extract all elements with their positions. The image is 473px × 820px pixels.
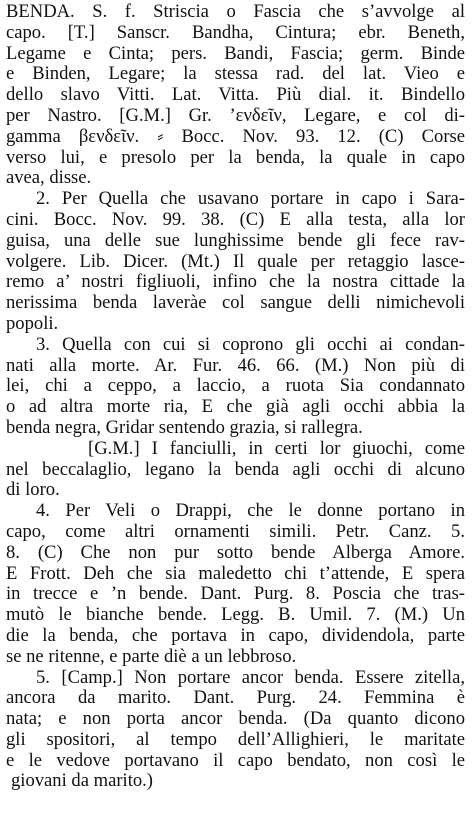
entry-text-line: 8. (C) Che non pur sotto bende Alberga Amore. bbox=[6, 542, 465, 563]
entry-text-line: in trecce e ’n bende. Dant. Purg. 8. Poscia che tras- bbox=[6, 584, 465, 605]
entry-text-line: mutò le bianche bende. Legg. B. Umil. 7. (M.) Un bbox=[6, 605, 465, 626]
entry-text-line: giovani da marito.) bbox=[11, 771, 153, 792]
entry-text-line: Legame e Cinta; pers. Bandi, Fascia; germ. Binde bbox=[6, 43, 465, 64]
entry-text-line: e Binden, Legare; la stessa rad. del lat. Vieo e bbox=[6, 64, 465, 85]
entry-text-line: capo, come altri ornamenti simili. Petr. Canz. 5. bbox=[6, 521, 465, 542]
entry-text-line: nerissima benda laveràe col sangue delli nimichevoli bbox=[6, 293, 465, 314]
entry-text-line: nata; e non porta ancor benda. (Da quanto dicono bbox=[6, 709, 465, 730]
entry-text-line: 4. Per Veli o Drappi, che le donne portano in bbox=[36, 501, 465, 522]
entry-text-line: se ne ritenne, e parte diè a un lebbroso. bbox=[6, 646, 297, 667]
entry-text-line: lei, chi a ceppo, a laccio, a ruota Sia condannato bbox=[6, 376, 465, 397]
entry-text-line: per Nastro. [G.M.] Gr. ’ενδεῖν, Legare, e col di- bbox=[6, 105, 465, 126]
entry-text-line: 2. Per Quella che usavano portare in capo i Sara- bbox=[36, 189, 465, 210]
entry-text-line: gli spositori, al tempo dell’Allighieri, le maritate bbox=[6, 729, 465, 750]
entry-text-line: die la benda, che portava in capo, dividendola, parte bbox=[6, 625, 465, 646]
entry-text-line: capo. [T.] Sanscr. Bandha, Cintura; ebr. Beneth, bbox=[6, 22, 465, 43]
entry-text-line: o ad altra morte ria, E che già agli occhi abbia la bbox=[6, 397, 465, 418]
entry-text-line: verso lui, e presolo per la benda, la quale in capo bbox=[6, 147, 465, 168]
entry-text-line: nati alla morte. Ar. Fur. 46. 66. (M.) Non più di bbox=[6, 355, 465, 376]
entry-text-line: e le vedove portavano il capo bendato, non così le bbox=[6, 750, 465, 771]
entry-text-line: dello slavo Vitti. Lat. Vitta. Più dial. it. Bindello bbox=[6, 85, 465, 106]
entry-text-line: nel beccalaglio, legano la benda agli occhi di alcuno bbox=[6, 459, 465, 480]
entry-text-line: popoli. bbox=[6, 313, 59, 334]
entry-text-line: 5. [Camp.] Non portare ancor benda. Essere zitella, bbox=[36, 667, 465, 688]
entry-text-line: 3. Quella con cui si coprono gli occhi ai condan- bbox=[36, 334, 465, 355]
entry-text-line: volgere. Lib. Dicer. (Mt.) Il quale per retaggio lasce- bbox=[6, 251, 465, 272]
entry-text-line: ancora da marito. Dant. Purg. 24. Femmina è bbox=[6, 688, 465, 709]
entry-text-line: E Frott. Deh che sia maledetto chi t’attende, E spera bbox=[6, 563, 465, 584]
entry-text-line: benda negra, Gridar sentendo grazia, si rallegra. bbox=[6, 417, 363, 438]
entry-text-line: [G.M.] I fanciulli, in certi lor giuochi, come bbox=[88, 438, 465, 459]
entry-text-line: remo a’ nostri figliuoli, infino che la nostra cittade la bbox=[6, 272, 465, 293]
entry-text-line: cini. Bocc. Nov. 99. 38. (C) E alla testa, alla lor bbox=[6, 209, 465, 230]
entry-text-line: gamma βενδεῖν. ⸗ Bocc. Nov. 93. 12. (C) Corse bbox=[6, 126, 465, 147]
entry-text-line: guisa, una delle sue lunghissime bende gli fece rav- bbox=[6, 230, 465, 251]
entry-text-line: avea, disse. bbox=[6, 168, 92, 189]
entry-text-line: di loro. bbox=[6, 480, 60, 501]
entry-headword-line: BENDA. S. f. Striscia o Fascia che s’avvolge al bbox=[6, 2, 465, 22]
